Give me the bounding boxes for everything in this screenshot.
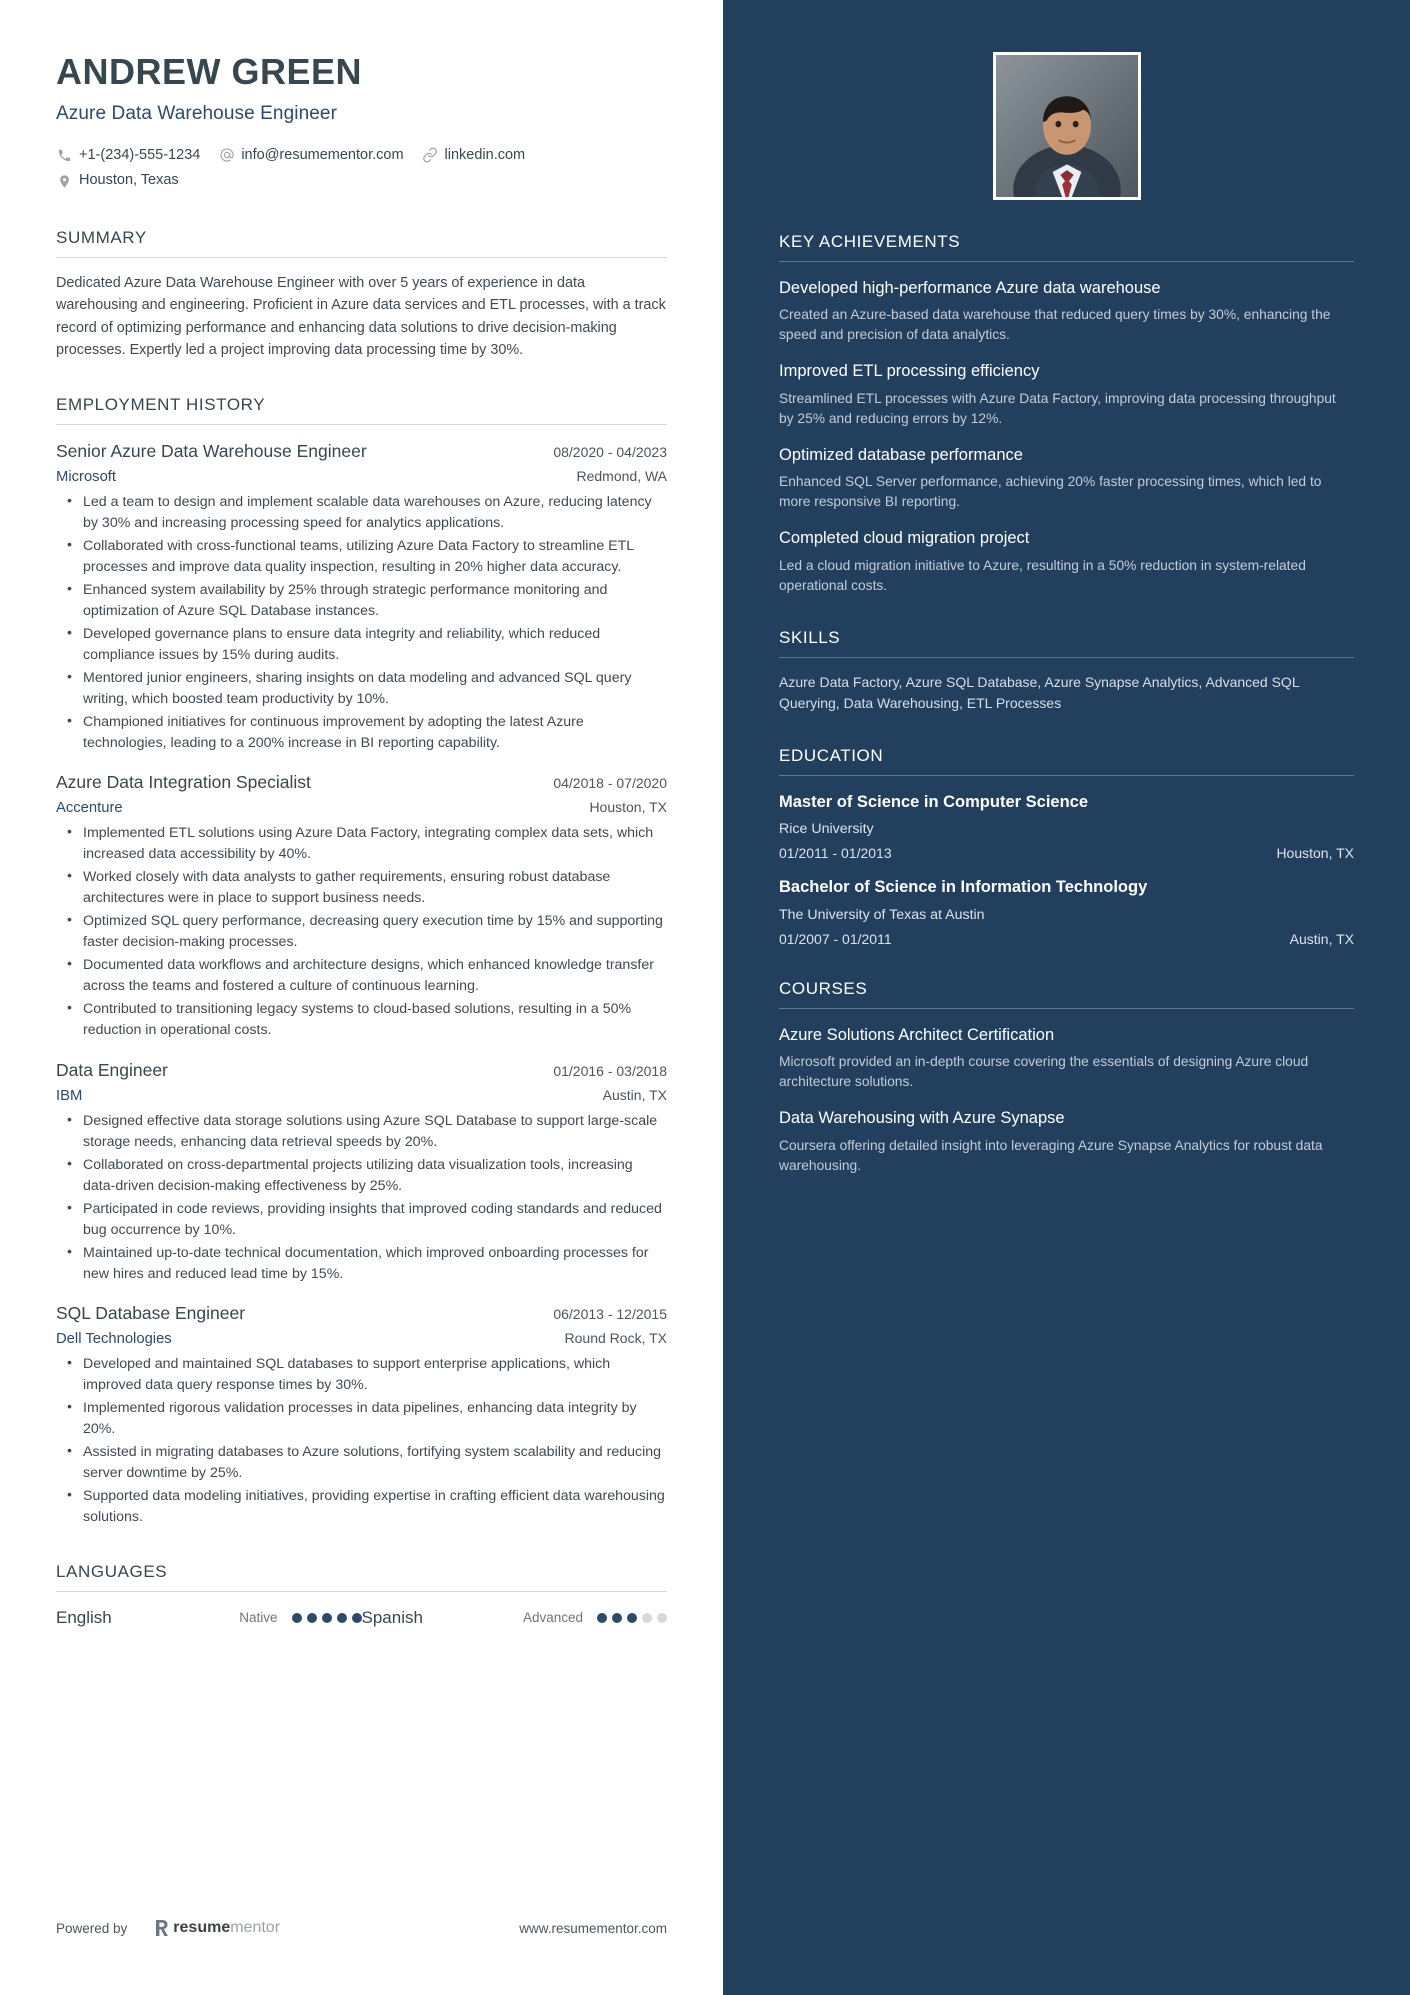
employment-bullet: • Designed effective data storage solutions using Azure SQL Database to support large-scale storage needs, enhancing data retrieval speeds by 20%. (56, 1111, 667, 1153)
education-meta (779, 845, 1354, 861)
contact-phone[interactable] (56, 143, 200, 168)
employment-entry-header (56, 772, 667, 793)
education-location: Houston, TX (1276, 845, 1354, 862)
education-divider (779, 775, 1354, 776)
employment-bullet: • Developed and maintained SQL databases to support enterprise applications, which improved data query response times by 30%. (56, 1354, 667, 1396)
employment-role: Senior Azure Data Warehouse Engineer (56, 441, 367, 462)
rating-dot (657, 1613, 667, 1623)
employment-dates: 08/2020 - 04/2023 (553, 444, 667, 461)
employment-bullet: • Implemented ETL solutions using Azure Data Factory, integrating complex data sets, which increased data accessibility by 40%. (56, 823, 667, 865)
courses-heading: COURSES (779, 978, 868, 998)
page-title: ANDREW GREEN (56, 51, 363, 92)
employment-dates: 04/2018 - 07/2020 (553, 775, 667, 792)
course-title: Azure Solutions Architect Certification (779, 1025, 1055, 1044)
employment-company: Dell Technologies (56, 1330, 172, 1347)
achievement-item (779, 278, 1354, 345)
section-education (779, 746, 1354, 947)
rating-dot (352, 1613, 362, 1623)
employment-bullet: • Developed governance plans to ensure data integrity and reliability, which reduced compliance issues by 15% during audits. (56, 624, 667, 666)
section-achievements (779, 232, 1354, 596)
employment-dates: 06/2013 - 12/2015 (553, 1305, 667, 1322)
employment-list (56, 441, 667, 1528)
course-title: Data Warehousing with Azure Synapse (779, 1109, 1065, 1128)
brand-light-text: mentor (230, 1919, 281, 1936)
employment-entry-header (56, 1303, 667, 1324)
education-dates: 01/2011 - 01/2013 (779, 845, 892, 862)
achievements-divider (779, 261, 1354, 262)
languages-divider (56, 1591, 667, 1592)
employment-bullets (56, 492, 667, 754)
achievement-title: Completed cloud migration project (779, 529, 1030, 548)
footer (56, 1919, 667, 1937)
employment-location: Round Rock, TX (564, 1329, 667, 1346)
employment-bullet: • Championed initiatives for continuous improvement by adopting the latest Azure technologies, leading to a 200% increase in BI reporting capability. (56, 712, 667, 754)
employment-role: Azure Data Integration Specialist (56, 772, 311, 793)
employment-bullet: • Documented data workflows and architecture designs, which enhanced knowledge transfer across the teams and fostered a culture of continuous learning. (56, 955, 667, 997)
employment-role: SQL Database Engineer (56, 1302, 246, 1323)
course-description: Coursera offering detailed insight into leveraging Azure Synapse Analytics for robust data warehousing. (779, 1137, 1323, 1173)
achievement-description: Streamlined ETL processes with Azure Data Factory, improving data processing throughput by 25% and reducing errors by 12%. (779, 390, 1336, 426)
section-employment (56, 395, 667, 1528)
employment-entry-subheader (56, 1330, 667, 1347)
achievement-title: Optimized database performance (779, 445, 1023, 464)
education-heading: EDUCATION (779, 745, 884, 765)
powered-by (56, 1919, 280, 1937)
employment-bullet: • Supported data modeling initiatives, providing expertise in crafting efficient data warehousing solutions. (56, 1486, 667, 1528)
powered-by-label: Powered by (56, 1920, 128, 1936)
course-item (779, 1025, 1354, 1092)
employment-bullets (56, 1111, 667, 1285)
employment-bullet: • Assisted in migrating databases to Azure solutions, fortifying system scalability and reducing server downtime by 25%. (56, 1442, 667, 1484)
section-languages (56, 1562, 667, 1628)
language-name: Spanish (361, 1607, 423, 1627)
education-item (779, 792, 1354, 861)
employment-bullet: • Mentored junior engineers, sharing insights on data modeling and advanced SQL query writing, which boosted team productivity by 10%. (56, 668, 667, 710)
achievements-heading: KEY ACHIEVEMENTS (779, 232, 961, 251)
rating-dot (292, 1613, 302, 1623)
at-icon (218, 147, 235, 164)
achievement-title: Improved ETL processing efficiency (779, 362, 1040, 381)
summary-heading: SUMMARY (56, 227, 147, 247)
employment-bullet: • Implemented rigorous validation processes in data pipelines, enhancing data integrity by 20%. (56, 1398, 667, 1440)
section-skills (779, 628, 1354, 714)
employment-entry-subheader (56, 799, 667, 816)
resumementor-mark-icon (155, 1919, 170, 1937)
brand-strong-text: resume (173, 1919, 231, 1936)
employment-bullet: • Optimized SQL query performance, decreasing query execution time by 15% and supporting faster decision-making processes. (56, 911, 667, 953)
employment-entry (56, 1303, 667, 1528)
education-meta (779, 931, 1354, 947)
achievement-item (779, 361, 1354, 428)
achievement-description: Created an Azure-based data warehouse that reduced query times by 30%, enhancing the speed and precision of data analytics. (779, 307, 1331, 343)
courses-list (779, 1025, 1354, 1176)
education-degree: Master of Science in Computer Science (779, 792, 1089, 811)
skills-text: Azure Data Factory, Azure SQL Database, Azure Synapse Analytics, Advanced SQL Querying, Data Warehousing, ETL Processes (779, 673, 1300, 711)
header-block (56, 52, 667, 194)
summary-text: Dedicated Azure Data Warehouse Engineer with over 5 years of experience in data warehousing and engineering. Proficient in Azure data services and ETL processes, with a track record of optimizing performance and enhancing data solutions to drive decision-making processes. Expertly led a project improving data processing time by 30%. (56, 274, 666, 358)
employment-bullet: • Led a team to design and implement scalable data warehouses on Azure, reducing latency by 30% and increasing processing speed for analytics applications. (56, 492, 667, 534)
employment-entry-subheader (56, 468, 667, 485)
resumementor-logo[interactable] (155, 1919, 280, 1937)
employment-bullet: • Collaborated on cross-departmental projects utilizing data visualization tools, increasing data-driven decision-making effectiveness by 25%. (56, 1155, 667, 1197)
employment-bullet: • Maintained up-to-date technical documentation, which improved onboarding processes for new hires and reduced lead time by 15%. (56, 1243, 667, 1285)
achievement-title: Developed high-performance Azure data warehouse (779, 279, 1161, 297)
avatar-wrap (779, 52, 1354, 200)
language-name: English (56, 1607, 112, 1627)
employment-role: Data Engineer (56, 1059, 168, 1080)
education-list (779, 792, 1354, 947)
employment-entry (56, 772, 667, 1041)
achievement-item (779, 445, 1354, 512)
contact-location-text: Houston, Texas (79, 172, 179, 189)
language-rating (292, 1613, 362, 1623)
languages-heading: LANGUAGES (56, 1561, 168, 1581)
language-rating (597, 1613, 667, 1623)
employment-entry-header (56, 441, 667, 462)
map-pin-icon (56, 173, 73, 190)
contact-row-primary (56, 143, 667, 169)
section-courses (779, 979, 1354, 1176)
education-school: Rice University (779, 821, 874, 838)
skills-divider (779, 657, 1354, 658)
contact-info (56, 143, 667, 194)
employment-heading: EMPLOYMENT HISTORY (56, 395, 266, 415)
employment-bullets (56, 1354, 667, 1528)
rating-dot (612, 1613, 622, 1623)
language-level: Advanced (522, 1610, 583, 1626)
rating-dot (322, 1613, 332, 1623)
language-level: Native (239, 1610, 278, 1626)
employment-company: Accenture (56, 800, 123, 817)
contact-linkedin-text: linkedin.com (444, 146, 526, 163)
footer-url[interactable]: www.resumementor.com (519, 1920, 667, 1936)
avatar-portrait-icon (996, 55, 1138, 197)
employment-entry (56, 1060, 667, 1285)
courses-divider (779, 1008, 1354, 1009)
employment-location: Austin, TX (602, 1086, 667, 1103)
contact-phone-text: +1-(234)-555-1234 (79, 147, 201, 164)
section-summary (56, 228, 667, 361)
sidebar (723, 0, 1410, 1995)
employment-bullets (56, 823, 667, 1041)
employment-location: Redmond, WA (576, 468, 667, 485)
employment-entry-header (56, 1060, 667, 1081)
education-school: The University of Texas at Austin (779, 906, 985, 923)
rating-dot (642, 1613, 652, 1623)
employment-company: Microsoft (56, 469, 117, 486)
employment-bullet: • Enhanced system availability by 25% through strategic performance monitoring and optimization of Azure SQL Database instances. (56, 580, 667, 622)
contact-location (56, 168, 179, 193)
education-degree: Bachelor of Science in Information Technology (779, 878, 1148, 897)
employment-bullet: • Collaborated with cross-functional teams, utilizing Azure Data Factory to streamline ETL processes and improve data quality inspection, resulting in 20% higher data accuracy. (56, 536, 667, 578)
contact-email-text: info@resumementor.com (241, 146, 404, 163)
achievement-description: Enhanced SQL Server performance, achieving 20% faster processing times, which led to more responsive BI reporting. (779, 474, 1322, 510)
rating-dot (597, 1613, 607, 1623)
achievements-list (779, 278, 1354, 596)
link-icon (422, 147, 439, 164)
avatar (993, 52, 1141, 200)
employment-bullet: • Contributed to transitioning legacy systems to cloud-based solutions, resulting in a 50% reduction in operational costs. (56, 999, 667, 1041)
contact-linkedin[interactable] (422, 143, 526, 168)
phone-icon (56, 147, 73, 164)
rating-dot (337, 1613, 347, 1623)
employment-company: IBM (56, 1087, 83, 1104)
rating-dot (307, 1613, 317, 1623)
employment-dates: 01/2016 - 03/2018 (553, 1062, 667, 1079)
skills-heading: SKILLS (779, 627, 841, 647)
course-item (779, 1108, 1354, 1175)
education-dates: 01/2007 - 01/2011 (779, 930, 892, 947)
achievement-description: Led a cloud migration initiative to Azure, resulting in a 50% reduction in system-related operational costs. (779, 557, 1306, 593)
employment-location: Houston, TX (589, 799, 667, 816)
summary-divider (56, 257, 667, 258)
header-job-title: Azure Data Warehouse Engineer (56, 102, 338, 124)
language-item (56, 1608, 362, 1628)
employment-bullet: • Worked closely with data analysts to gather requirements, ensuring robust database architectures were in place to support business needs. (56, 867, 667, 909)
employment-bullet: • Participated in code reviews, providing insights that improved coding standards and reduced bug occurrence by 10%. (56, 1199, 667, 1241)
contact-row-secondary (56, 168, 667, 193)
language-item (362, 1608, 668, 1628)
employment-divider (56, 424, 667, 425)
employment-entry (56, 441, 667, 754)
employment-entry-subheader (56, 1087, 667, 1104)
languages-list (56, 1608, 667, 1628)
education-location: Austin, TX (1289, 930, 1354, 947)
contact-email[interactable] (218, 143, 403, 168)
education-item (779, 877, 1354, 946)
rating-dot (627, 1613, 637, 1623)
achievement-item (779, 528, 1354, 595)
course-description: Microsoft provided an in-depth course covering the essentials of designing Azure cloud architecture solutions. (779, 1054, 1309, 1090)
